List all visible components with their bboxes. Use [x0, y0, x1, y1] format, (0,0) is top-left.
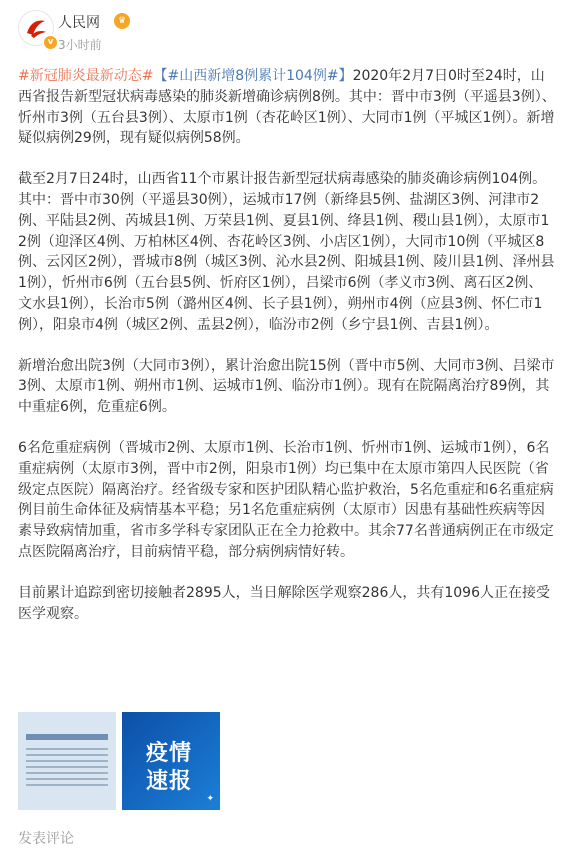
image-thumbnail-document[interactable] [18, 712, 116, 810]
document-line [26, 772, 108, 774]
paragraph-1-text: 2020年2月7日0时至24时，山西省报告新型冠状病毒感染的肺炎新增确诊病例8例。其中：晋中市3例（平遥县3例）、忻州市3例（五台县3例）、太原市1例（杏花岭区1例）、大同市1例（平城区1例）。新增疑似病例29例，现有疑似病例58例。 [18, 68, 556, 147]
document-line [26, 766, 108, 768]
people-daily-watermark-icon: ✦ [206, 794, 214, 804]
event-tag-link[interactable]: 【#山西新增8例累计104例#】 [153, 68, 353, 84]
paragraph-4: 6名危重症病例（晋城市2例、太原市1例、长治市1例、忻州市1例、运城市1例），6名重症病例（太原市3例，晋中市2例，阳泉市1例）均已集中在太原市第四人民医院（省级定点医院）隔离治疗。经省级专家和医护团队精心监护救治，5名危重症和6名重症病例目前生命体征及病情基本平稳；另1名危重症病例（太原市）因患有基础性疾病等因素导致病情加重，省市多学科专家团队正在全力抢救中。其余77名普通病例正在市级定点医院隔离治疗，目前病情平稳，部分病例病情好转。 [18, 439, 554, 560]
post-content [18, 66, 556, 644]
document-line [26, 748, 108, 750]
image-title-line2: 速报 [146, 769, 193, 794]
verified-badge-icon: v [42, 34, 59, 51]
paragraph-1 [18, 66, 556, 149]
post-time[interactable]: 3小时前 [58, 38, 102, 52]
document-line [26, 760, 108, 762]
vip-crown-icon[interactable]: ♛ [114, 13, 130, 29]
post-header [18, 10, 558, 58]
author-name[interactable]: 人民网 [58, 15, 100, 31]
document-line [26, 784, 108, 786]
topic-tag-link[interactable]: #新冠肺炎最新动态# [18, 68, 154, 84]
paragraph-3: 新增治愈出院3例（大同市3例），累计治愈出院15例（晋中市5例、大同市3例、吕梁市3例、太原市1例、朔州市1例、运城市1例、临汾市1例）。现有在院隔离治疗89例，其中重症6例，危重症6例。 [18, 357, 555, 416]
paragraph-2: 截至2月7日24时，山西省11个市累计报告新型冠状病毒感染的肺炎确诊病例104例。其中：晋中市30例（平遥县30例），运城市17例（新绛县5例、盐湖区3例、河津市2例、平陆县2例、芮城县1例、万荣县1例、夏县1例、绛县1例、稷山县1例），太原市12例（迎泽区4例、万柏林区4例、杏花岭区3例、小店区1例），大同市10例（平城区8例、云冈区2例），晋城市8例（城区3例、沁水县2例、阳城县1例、陵川县1例、泽州县1例），忻州市6例（五台县5例、忻府区1例），吕梁市6例（孝义市3例、离石区2例、文水县1例），长治市5例（潞州区4例、长子县1例），朔州市4例（应县3例、怀仁市1例），阳泉市4例（城区2例、盂县2例），临汾市2例（乡宁县1例、吉县1例）。 [18, 171, 555, 333]
comment-input[interactable]: 发表评论 [18, 831, 74, 847]
paragraph-5: 目前累计追踪到密切接触者2895人，当日解除医学观察286人，共有1096人正在接受医学观察。 [18, 584, 550, 622]
document-line [26, 778, 108, 780]
image-thumbnail-epidemic[interactable] [122, 712, 220, 810]
document-line [26, 754, 108, 756]
image-title-line1: 疫情 [146, 741, 193, 766]
document-title-strip [26, 734, 108, 740]
